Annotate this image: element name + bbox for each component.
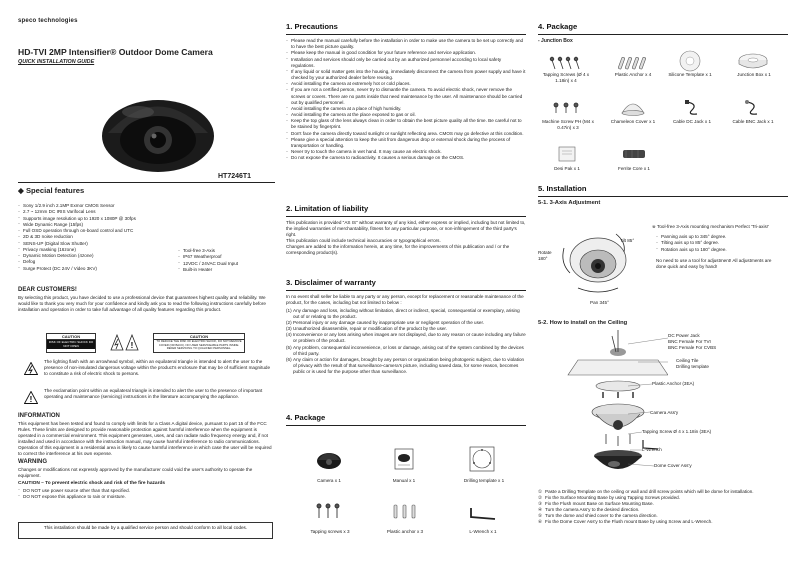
step-num: ③ [538,501,543,507]
caution-label-title: CAUTION [47,334,95,340]
junction-box-subheading: - Junction Box [538,38,573,45]
install-note-box [18,522,273,539]
ceiling-label: Plastic Anchor (3EA) [652,381,695,386]
information-heading: INFORMATION [18,413,60,419]
precaution-item: · Keep the top glass of the lens always clean in order to obtain the best picture quality all the time. Be careful not to be stained by fingerprint. [286,118,526,130]
precautions-section [286,22,526,162]
model-number: HT7246T1 [218,173,252,180]
feature-item: · Sony 1/2.9 inch 2.1MP Exmor CMOS Sensor [18,203,178,209]
information-section [18,413,273,500]
information-text: This equipment has been tested and found to comply with limits for a Class A digital device, pursuant to part 15 of the FCC Rules. These limits are designed to provide reasonable protection against harmful interference when the equipment is operated in a commercial environment. This equipment generates, uses, and can radiate radio frequency energy and, if not installed and used in accordance with the instruction manual, may cause harmful interference to radio communications. [18,420,268,445]
feature-item: · Wide Dynamic Range (15fps) [18,222,178,228]
step-text: Turn the dome and shied cover to the camera direction. [545,513,658,519]
disclaimer-text: Inconvenience or any loss arising when images are not displayed, due to any reason or cause including any failure or problem of the product. [293,332,526,344]
svg-text:!: ! [29,395,33,404]
package-item-label: Manual x 1 [392,478,416,483]
drilling-template-icon [469,446,495,472]
feature-item: · Full OSD operation through on-board control and UTC [18,228,178,234]
package-item-label: Plastic anchor x 3 [386,529,424,534]
precaution-item: · If you are not a certified person, never try to dismantle the camera. To avoid electric shock, never remove the screws or covers. There are no parts inside that need maintenance by the user. All maintenance should be carried out by qualified personnel. [286,87,526,105]
lightning-text: The lighting flash with an arrowhead symbol, within an equilateral triangle is intended to alert the user to the presence of non-insulated dangerous voltage within the product's enclosure that may be of sufficient magnitude to constitute a risk of electric shock to persons. [44,359,271,377]
divider [18,182,275,183]
package-a-section [286,413,526,429]
rotate-label: Rotate 180° [538,250,552,262]
package-item-label: Tapping screws x 3 [310,529,350,534]
step-text: Fix the Dome Cover Ass'y to the Flush mount Base by using Screw and L-Wrench. [545,519,713,525]
camera-thumb-icon [316,448,342,470]
desi-pak-icon [558,146,576,162]
liability-text-2: This publication could include technical inaccuracies or typographical errors. [286,238,441,244]
three-axis-diagram [556,218,636,298]
camera-image [98,78,218,178]
axis-bullet: · Panning axis up to 345° degree. [656,234,780,240]
silicone-template-icon [678,50,702,72]
caution-label-right [153,333,245,353]
junction-item-label: Silicone Template x 1 [668,72,712,77]
junction-item-label: Ferrite Core x 1 [618,166,650,171]
caution-fire-item: · DO NOT expose this appliance to rain or moisture. [18,494,273,500]
tapping-screws-icon [548,56,582,70]
step-num: ⑥ [538,519,543,525]
precaution-item: · Please keep the manual in good condition for your future reference and service application. [286,50,526,56]
exclamation-triangle-icon [24,391,38,404]
step-text: Fix the Surface Mounting Base by using Tapping Screws provided. [545,495,680,501]
disclaimer-text: Unauthorized disassemble, repair or modification of the product by the user. [293,326,447,332]
cable-dc-jack-icon [684,100,700,116]
install-steps [538,489,788,525]
install-note: This installation should be made by a qualified service person and should conform to all local codes. [43,525,248,530]
junction-item-label: Junction Box x 1 [737,72,771,77]
precaution-item: · Please give a special attention to keep the unit from dangerous drop or external shock during the process of transportation or handling. [286,137,526,149]
junction-box-icon [738,50,768,72]
ceiling-label: Dome Cover Ass'y [654,463,692,468]
caution-label-title: CAUTION [154,334,244,340]
disclaimer-num: (4) [286,332,292,338]
precaution-item: · Avoid installing the camera at a place of high humidity. [286,106,526,112]
feature-item: · SENS-UP (Digital Slow Shutter) [18,241,178,247]
information-text-2: Operation of this equipment in a residential area is likely to cause harmful interference in which case the user will be required to correct the interference at his own expense. [18,445,272,457]
installation-section [538,184,788,210]
disclaimer-heading: 3. Disclaimer of warranty [286,278,526,291]
diamond-icon: ◆ [18,186,24,195]
column-2 [286,0,526,567]
junction-item-label: Desi Pak x 1 [554,166,580,171]
ceiling-label: BNC Female For CVBS [668,345,717,351]
install-step [538,519,788,525]
disclaimer-text: Any claim or action for damages, brought by any person or organization being photogenic subject, due to violation of privacy with the result of that surveillance-camera's picture, including saved data, for some reason, becomes public or is used for the purpose other than surveillance. [293,356,525,374]
junction-item-label: Chameleon Cover x 1 [610,119,656,124]
liability-section [286,204,526,258]
precaution-item: · Never try to touch the camera in wet hand. It may cause an electric shock. [286,149,526,155]
disclaimer-text: Personal injury or any damage caused by inappropriate use or negligent operation of the user. [293,320,485,326]
disclaimer-intro: In no event shall seller be liable to any party or any person, except for replacement or reasonable maintenance of the product, for the cases, including but not limited to below : [286,294,524,306]
package-item-label: Camera x 1 [317,478,341,483]
caution-label-body: RISK OF ELECTRIC SHOCK DO NOT OPEN [48,340,94,348]
brand-logo [18,18,78,26]
warning-heading: WARNING [18,459,47,466]
caution-label-body: TO REDUCE THE RISK OF ELECTRIC SHOCK, DO NOT REMOVE COVER (OR BACK). NO USER SERVICEABLE PARTS INSIDE. REFER SERVICING TO QUALIFIED PERSONNEL. [156,339,242,350]
disclaimer-text: Any damage and loss, including without limitation, direct or indirect, special, consequential or exemplary, arising out of or relating to the product. [293,308,520,320]
precaution-item: · Avoid installing the camera at the place exposed to gas or oil. [286,112,526,118]
junction-item-label: Cable BNC Jack x 1 [732,119,774,124]
precaution-item: · Don't face the camera directly toward sunlight or sunlight reflecting area. CMOS may go defective at this condition. [286,131,526,137]
disclaimer-text: Any problem, consequential inconvenience, or loss or damage, arising out of the system combined by the devices of third party. [293,344,524,356]
features-list-left [18,203,178,272]
feature-item: · 2.7 ~ 12mm DC IRIS Varifocal Lens [18,209,178,215]
tilt-label: Tilt 85° [620,238,635,243]
precaution-item: · Avoid installing the camera at extremely hot or cold places. [286,81,526,87]
installation-heading: 5. Installation [538,184,788,197]
column-1 [18,0,275,567]
liability-text: This publication is provided "AS IS" without warranty of any kind, either express or implied, including but not limited to, the implied warranties of merchantability, fitness for any particular purpose, or non-infringement of the third party's right. [286,220,526,238]
package-a-heading: 4. Package [286,413,526,426]
ceiling-label-group-1 [668,333,778,351]
axis-bullet: · Rotation axis up to 180° degree. [656,247,780,253]
tapping-screws-icon [314,503,342,521]
ceiling-label: Camera Ass'y [650,410,679,415]
ceiling-label-group-2 [676,358,776,370]
step-text: Paste a Drilling Template on the ceiling or wall and drill screw points which will be dome for installation. [545,489,754,494]
step-num: ② [538,495,543,501]
svg-text:!: ! [130,341,134,350]
feature-item: · 12VDC / 24VAC Dual Input [178,261,275,267]
package-item-label: L-Wrench x 1 [469,529,497,534]
ceiling-label: Tapping Screw Ø 4 x 1.18in (3EA) [642,429,712,434]
precautions-heading: 1. Precautions [286,22,526,35]
junction-item-label: Tapping Screws (Ø 4 x 1.18in) x 4 [542,72,590,83]
axis-bullets [656,234,780,253]
liability-text-3: Changes are added to the information herein, at any time, for the improvements of this publication and / or the corresponding product(s). [286,244,510,256]
step-num: ① [538,489,543,494]
axis-bullet: · Tilting axis up to 85° degree. [656,240,780,246]
package-b-section [538,22,788,45]
chameleon-cover-icon [620,96,646,118]
leader-lines [628,336,668,476]
disclaimer-num: (3) [286,326,292,332]
ferrite-core-icon [622,148,646,160]
guide-title: QUICK INSTALLATION GUIDE [18,59,95,65]
plastic-anchor-icon [618,56,648,70]
junction-item-label: Cable DC Jack x 1 [672,119,712,124]
axis-note [652,224,780,272]
precaution-item: · Please read the manual carefully before the installation in order to make use the camera to be set up correctly and to have the best picture quality. [286,38,526,50]
disclaimer-item [286,345,526,357]
liability-heading: 2. Limitation of liability [286,204,526,217]
disclaimer-item [286,332,526,344]
precaution-item: · If any liquid or solid matter gets into the housing, immediately disconnect the camera from power supply and have it checked by your authorized dealer before reusing. [286,69,526,81]
feature-item: · Surge Protect (DC 24V / Video 3KV) [18,266,178,272]
disclaimer-num: (2) [286,320,292,326]
ceiling-label: DC Power Jack [668,333,700,338]
column-3 [538,0,788,567]
ceiling-label: L-Wrench [642,447,662,452]
pan-label: Pan 345° [590,300,609,305]
caution-symbols-icon [110,334,140,352]
ceiling-label: Ceiling Tile [676,358,699,363]
features-list-right [178,248,275,273]
product-title: HD-TVI 2MP Intensifier® Outdoor Dome Camera [18,47,213,57]
features-heading [18,186,84,196]
caution-fire-list [18,488,273,500]
feature-item: · Privacy masking (16zone) [18,247,178,253]
l-wrench-icon [469,505,497,521]
exclamation-text: The exclamation point within an equilateral triangle is intended to alert the user to the presence of important operating and maintenance (servicing) instructions in the literature accompanying the appliance. [44,388,263,400]
lightning-triangle-icon [24,362,38,375]
warning-text: Changes or modifications not expressly approved by the manufacturer could void the user's authority to operate the equipment. [18,467,253,479]
cable-bnc-jack-icon [744,100,760,116]
feature-item: · 2D & 3D noise reduction [18,234,178,240]
junction-item-label: Machine Screw PH (M4 x 0.47in) x 3 [542,119,594,130]
precautions-list [286,38,526,162]
feature-item: · Dynamic Motion Detection (4zone) [18,253,178,259]
feature-item: · Tool-free 3-Axis [178,248,275,254]
precaution-item: · Do not expose the camera to radioactivity. It causes a serious damage on the CMOS. [286,155,526,161]
package-item-label: Drilling template x 1 [463,478,505,483]
step-num: ④ [538,507,543,513]
disclaimer-section [286,278,526,375]
step-num: ⑤ [538,513,543,519]
machine-screw-icon [552,102,580,114]
manual-thumb-icon [393,448,415,470]
step-text: Turn the camera Ass'y to the desired direction. [545,507,640,513]
junction-item-label: Plastic Anchor x 4 [614,72,652,77]
brand-logo-text: speco technologies [18,18,78,24]
features-heading-text: Special features [25,186,85,195]
feature-item: · Supports image resolution up to 1920 x 1080P @ 30fps [18,216,178,222]
customer-section [18,287,273,315]
disclaimer-num: (6) [286,356,292,362]
ceiling-subheading: 5-2. How to install on the Ceiling [538,320,628,326]
package-b-heading: 4. Package [538,22,788,35]
ceiling-label: BNC Female For TVI [668,339,711,345]
feature-item: · Defog [18,259,178,265]
feature-item: · IP67 Weatherproof [178,254,275,260]
customer-text: By selecting this product, you have decided to use a professional device that guarantees highest quality and reliability. We would like to thank you very much for your confidence and kindly ask you to read the following instructions carefully before installation and operation in order to take full advantage of all quality features regarding this product. [18,294,266,313]
adjustment-subheading: 5-1. 3-Axis Adjustment [538,200,601,207]
disclaimer-num: (1) [286,308,292,314]
disclaimer-num: (5) [286,344,292,350]
caution-fire-item: · DO NOT use power source other than that specified. [18,488,273,494]
disclaimer-list [286,308,526,375]
step-text: Fix the Flush mount Base on Surface Mounting Base. [545,501,654,507]
axis-note-head: ※ Tool-free 3-Axis mounting mechanism Perfect 'Tri-axis!' [652,224,769,229]
customer-heading: DEAR CUSTOMERS! [18,287,77,293]
precaution-item: · Installation and services should only be carried out by an authorized personnel according to local safety regulations. [286,57,526,69]
feature-item: · Built-in Heater [178,267,275,273]
disclaimer-item [286,308,526,320]
ceiling-label: Drilling template [676,364,709,370]
caution-fire-heading: CAUTION – To prevent electric shock and risk of the fire hazards [18,481,166,487]
axis-note-tail: No need to use a tool for adjustment! All adjustments are done quick and easy by hand! [656,257,772,269]
caution-label-left [46,333,96,353]
disclaimer-item [286,357,526,375]
plastic-anchor-icon [391,503,419,521]
